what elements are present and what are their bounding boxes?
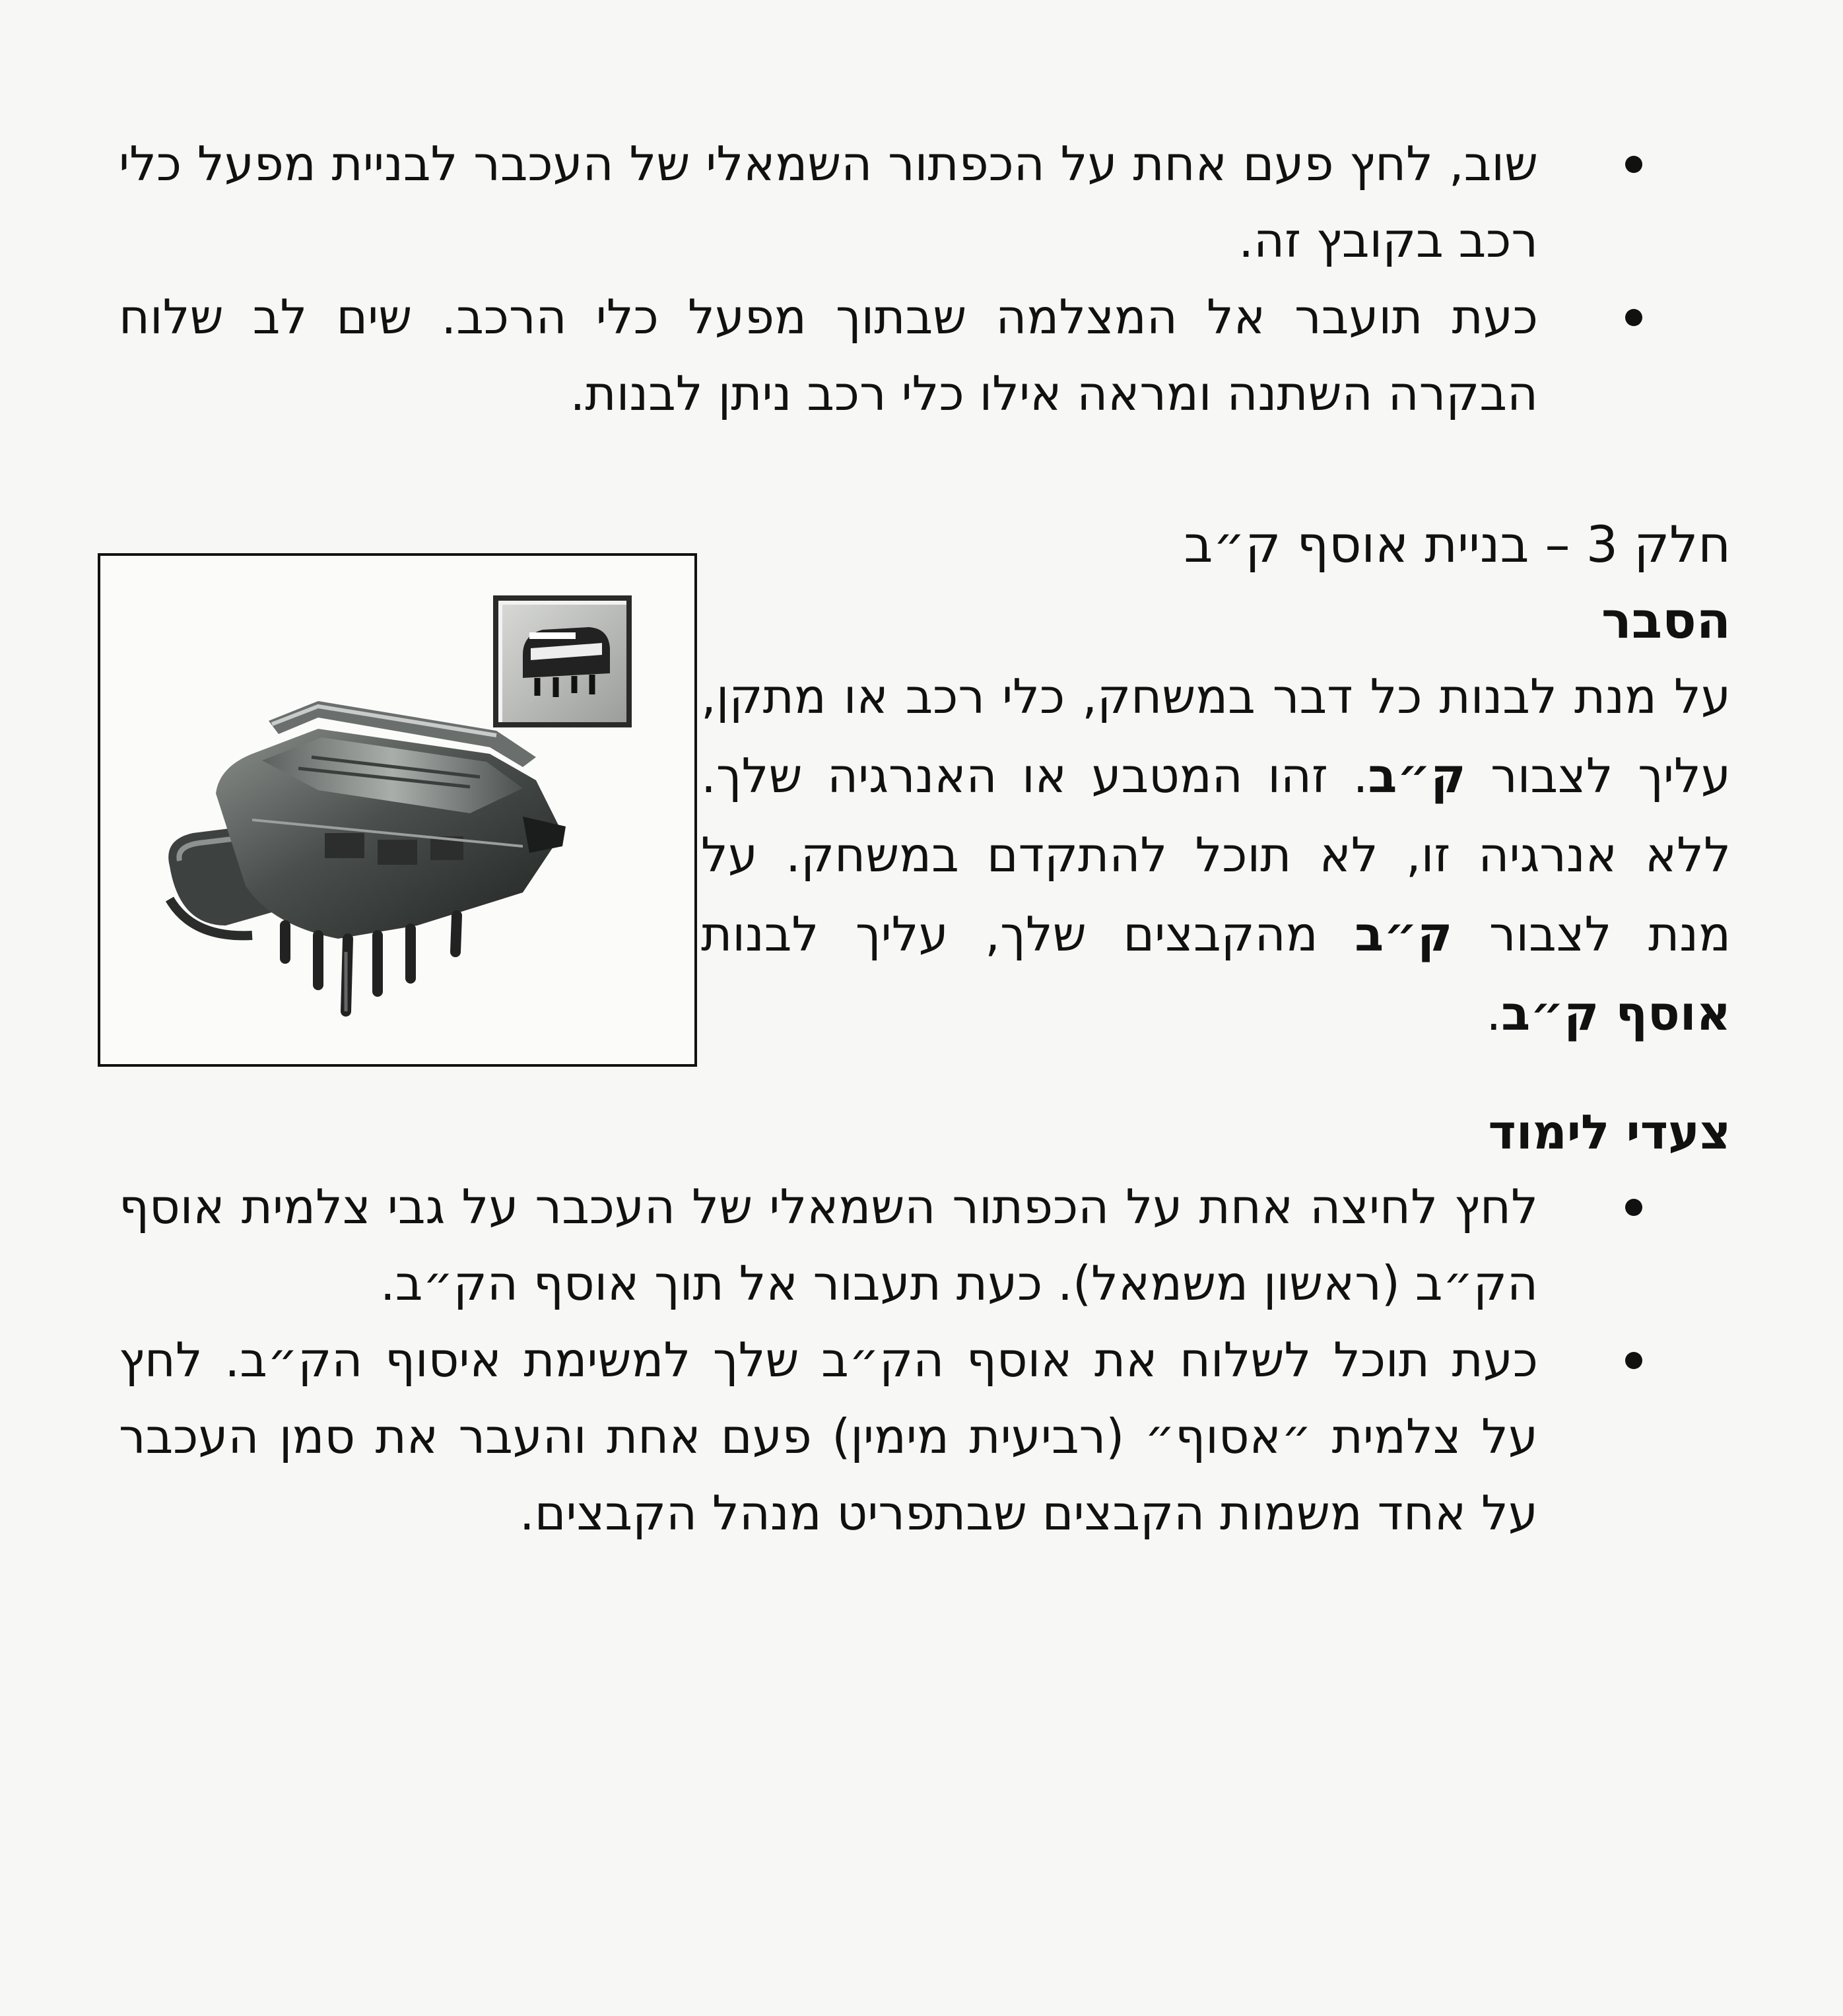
kb-collector-button-icon xyxy=(493,595,632,727)
kb-term: ק״ב xyxy=(1355,906,1453,962)
instruction-text: כעת תועבר אל המצלמה שבתוך מפעל כלי הרכב. שים לב שלוח הבקרה השתנה ומראה אילו כלי רכב ניתן לבנות. xyxy=(119,289,1538,421)
kb-collector-illustration xyxy=(100,556,694,1064)
list-item xyxy=(119,1322,1650,1551)
explanation-text: מהקבצים שלך, עליך לבנות xyxy=(701,906,1355,962)
study-steps-list xyxy=(119,1168,1650,1551)
bullet-icon xyxy=(1625,1199,1642,1216)
study-steps-heading: צעדי לימוד xyxy=(1488,1104,1731,1160)
instruction-text: שוב, לחץ פעם אחת על הכפתור השמאלי של העכבר לבניית מפעל כלי רכב בקובץ זה. xyxy=(119,136,1538,268)
explanation-heading: הסבר xyxy=(1601,591,1731,650)
list-item xyxy=(119,125,1650,279)
bullet-icon xyxy=(1625,309,1642,326)
instruction-text: כעת תוכל לשלוח את אוסף הק״ב שלך למשימת איסוף הק״ב. לחץ על צלמית ״אסוף״ (רביעית מימין) פעם אחת והעבר את סמן העכבר על אחד משמות הקבצים שבתפריט מנהל הקבצים. xyxy=(119,1332,1538,1541)
kb-term: ק״ב xyxy=(1368,748,1466,803)
bullet-icon xyxy=(1625,156,1642,173)
list-item xyxy=(119,1168,1650,1322)
top-instructions-list xyxy=(119,125,1650,432)
explanation-text: . זהו המטבע או האנרגיה שלך. ללא אנרגיה זו, לא תוכל להתקדם במשחק. על מנת לצבור xyxy=(701,748,1731,962)
section-title: חלק 3 – בניית אוסף ק״ב xyxy=(1184,515,1731,574)
bullet-icon xyxy=(1625,1352,1642,1369)
kb-collector-term: אוסף ק״ב xyxy=(1501,986,1731,1041)
list-item xyxy=(119,279,1650,432)
explanation-text: . xyxy=(1486,986,1502,1041)
kb-collector-figure xyxy=(98,553,697,1067)
explanation-text: על מנת לבנות כל דבר במשחק, כלי רכב או מתקן, עליך לצבור xyxy=(701,669,1731,803)
kb-collector-vehicle-illustration xyxy=(168,701,566,1011)
explanation-paragraph xyxy=(701,657,1731,1053)
instruction-text: לחץ לחיצה אחת על הכפתור השמאלי של העכבר על גבי צלמית אוסף הק״ב (ראשון משמאל). כעת תעבור אל תוך אוסף הק״ב. xyxy=(119,1179,1538,1311)
